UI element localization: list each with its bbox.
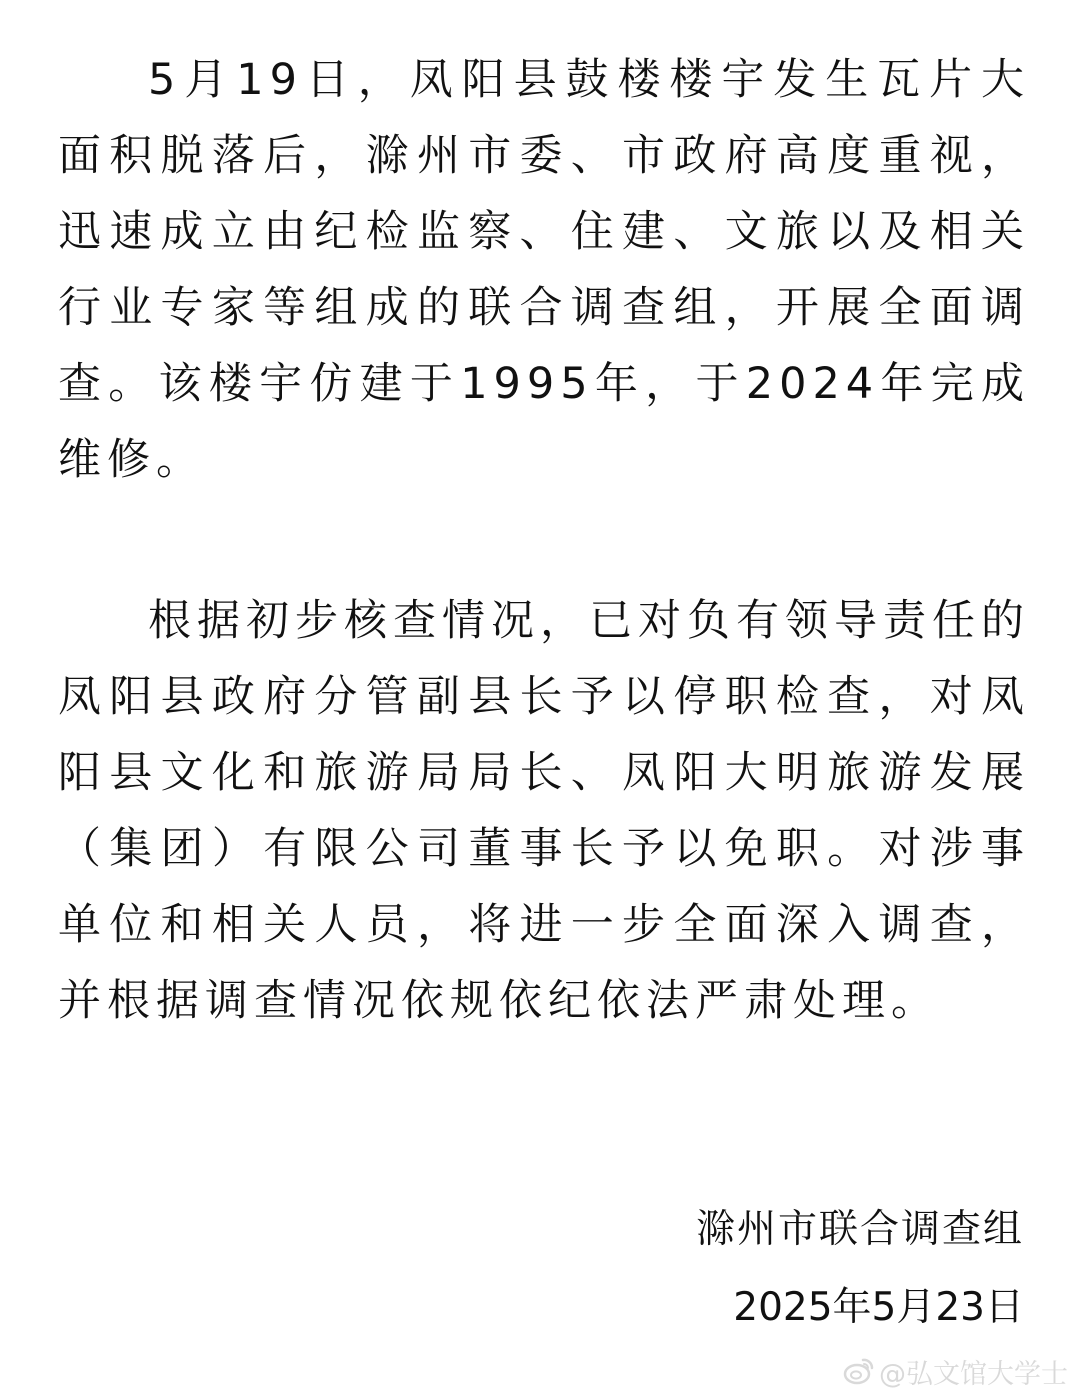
notice-paragraph-1: 5月19日，凤阳县鼓楼楼宇发生瓦片大面积脱落后，滁州市委、市政府高度重视，迅速成立由纪检监察、住建、文旅以及相关行业专家等组成的联合调查组，开展全面调查。该楼宇仿建于1995年，于2024年完成维修。 — [58, 55, 1030, 485]
notice-paragraph-2: 根据初步核查情况，已对负有领导责任的凤阳县政府分管副县长予以停职检查，对凤阳县文化和旅游局局长、凤阳大明旅游发展（集团）有限公司董事长予以免职。对涉事单位和相关人员，将进一步全面深入调查，并根据调查情况依规依纪依法严肃处理。 — [58, 596, 1030, 1026]
weibo-logo-icon — [843, 1356, 875, 1386]
signature-date: 2025年5月23日 — [733, 1285, 1024, 1330]
weibo-watermark — [843, 1353, 1068, 1389]
watermark-text: @弘文馆大学士 — [879, 1358, 1068, 1390]
signature-organization: 滁州市联合调查组 — [695, 1207, 1024, 1252]
